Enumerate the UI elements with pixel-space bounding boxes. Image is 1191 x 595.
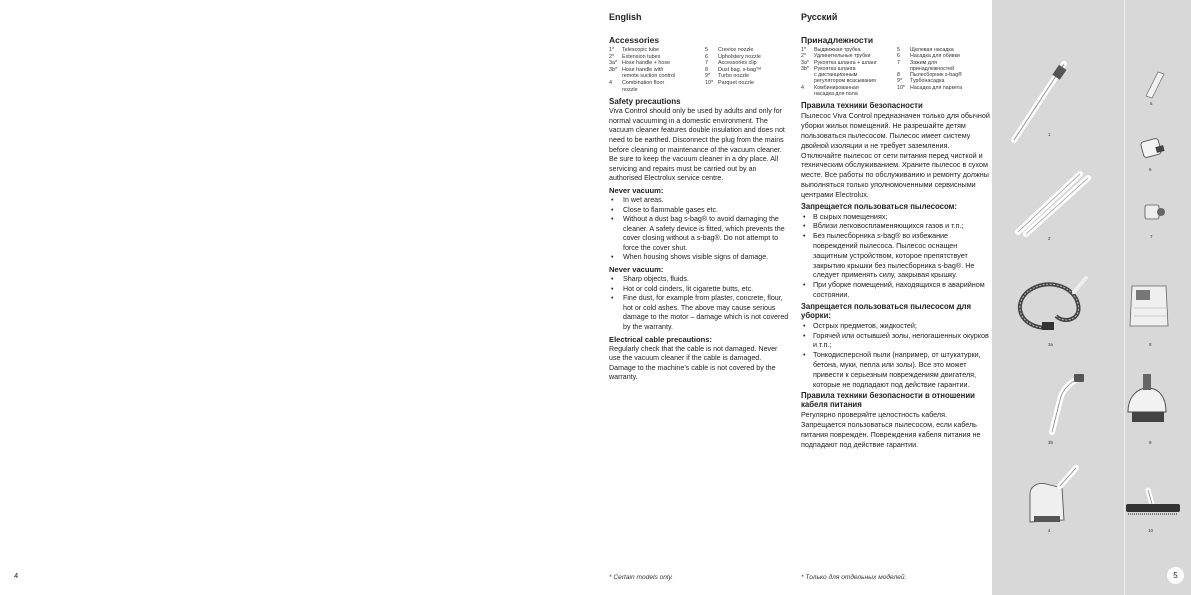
- safety-heading: Safety precautions: [609, 97, 681, 107]
- item-number: 9*: [705, 73, 711, 80]
- list-item: • Острых предметов, жидкостей;: [801, 321, 991, 331]
- item-number: 8: [705, 66, 708, 73]
- item-number: 10*: [705, 79, 714, 86]
- never-vacuum-list-1: [609, 196, 789, 263]
- item-number: 9*: [897, 78, 903, 85]
- item-number: 3b*: [609, 66, 618, 73]
- cable-heading: Electrical cable precautions:: [609, 334, 712, 344]
- item-label: Telescopic tube: [622, 47, 660, 53]
- figure-label-3a: 3a: [1048, 342, 1054, 347]
- figure-label-9: 9: [1149, 440, 1152, 445]
- item-number: 3b*: [801, 65, 809, 72]
- item-label: Удлинительные трубки: [814, 53, 871, 60]
- parquet-nozzle-illustration: [1122, 486, 1184, 520]
- item-number: 3a*: [801, 59, 809, 66]
- floor-nozzle-illustration: [1016, 462, 1086, 528]
- list-item: • Without a dust bag s-bag® to avoid damaging the cleaner. A safety device is fitted, which prevents the cover closing without a s-bag®. Do not attempt to force the cover shut.: [609, 215, 789, 253]
- accessories-left-column: [609, 47, 705, 93]
- item-number: 8: [897, 72, 900, 79]
- list-item: [609, 67, 705, 74]
- list-item: [705, 73, 791, 80]
- figure-label-7: 7: [1150, 234, 1153, 239]
- accessories-heading-ru: Принадлежности: [801, 35, 874, 45]
- item-number: 10*: [897, 84, 905, 91]
- item-label: Рукоятка шланга: [814, 65, 856, 72]
- russian-column: [801, 12, 991, 449]
- item-label: nozzle: [622, 86, 638, 93]
- figure-label-10: 10: [1148, 528, 1154, 533]
- figure-label-2: 2: [1048, 236, 1051, 241]
- never-vacuum-heading-1: Never vacuum:: [609, 185, 664, 195]
- item-label: Accessories clip: [718, 60, 757, 67]
- item-number: 1*: [801, 47, 807, 53]
- item-number: 3a*: [609, 60, 618, 67]
- item-label: Выдвижная трубка: [814, 47, 861, 53]
- item-number: 2*: [609, 53, 615, 60]
- list-item: [705, 54, 791, 61]
- list-item: • Вблизи легковоспламеняющихся газов и т.п.;: [801, 221, 991, 231]
- list-item: • Без пылесборника s-bag® во избежание повреждений пылесоса. Пылесос оснащен защитным устройством, которое препятствует закрытию крышки без пылесборника s-bag®. Не следует применять силу, закрывая крышку.: [801, 231, 991, 280]
- item-number: 1*: [609, 47, 615, 53]
- item-label: Рукоятка шланга + шланг: [814, 59, 877, 66]
- upholstery-nozzle-illustration: [1138, 134, 1168, 164]
- safety-text: Viva Control should only be used by adults and only for normal vacuuming in a domestic environment. The vacuum cleaner features double insulation and does not need to be earthed. Disconnect the plug from the mains before cleaning or maintenance of the vacuum cleaner. Be sure to keep the vacuum cleaner in a dry place. All servicing and repairs must be carried out by an authorised Electrolux service centre.: [609, 107, 785, 183]
- list-item: [705, 67, 791, 74]
- accessories-right-column: [897, 47, 991, 97]
- list-item: [609, 47, 705, 54]
- language-title-english: English: [609, 12, 642, 22]
- never-vacuum-list-2: [609, 275, 789, 333]
- list-item: [609, 60, 705, 67]
- list-item: [897, 85, 991, 91]
- forbidden-list-1: [801, 212, 991, 300]
- list-item: • Hot or cold cinders, lit cigarette butts, etc.: [609, 285, 789, 295]
- list-item: • При уборке помещений, находящихся в аварийном состоянии.: [801, 280, 991, 300]
- item-number: 5: [897, 47, 900, 53]
- item-label: Combination floor: [622, 79, 665, 86]
- item-label: Щелевая насадка: [910, 47, 954, 53]
- item-label: Комбинированная: [814, 84, 859, 91]
- hose-handle-illustration: [1040, 370, 1090, 436]
- page-number-right: 5: [1167, 567, 1184, 584]
- figure-label-3b: 3b: [1048, 440, 1054, 445]
- item-label: регулятором всасывания: [814, 78, 876, 85]
- turbo-nozzle-illustration: [1122, 372, 1172, 430]
- list-item: [801, 91, 897, 97]
- item-number: 4: [609, 79, 612, 86]
- item-label: Насадка для паркета: [910, 84, 963, 91]
- list-item: [705, 80, 791, 87]
- item-number: 7: [705, 60, 708, 67]
- page-number-left: 4: [14, 571, 19, 580]
- language-title-russian: Русский: [801, 12, 838, 22]
- item-label: Зажим для: [910, 59, 937, 66]
- cable-heading-ru: Правила техники безопасности в отношении кабеля питания: [801, 391, 975, 410]
- list-item: [609, 80, 705, 87]
- item-label: Parquet nozzle: [718, 79, 754, 86]
- accessories-left-column: [801, 47, 897, 97]
- safety-heading-ru: Правила техники безопасности: [801, 101, 923, 111]
- item-label: Upholstery nozzle: [718, 53, 761, 60]
- list-item: • Тонкодисперсной пыли (например, от штукатурки, бетона, муки, пепла или золы). Все это может привести к серьезным повреждениям двигателя, которые не подпадают под действие гарантии.: [801, 350, 991, 389]
- cable-text-ru: Регулярно проверяйте целостность кабеля. Запрещается пользоваться пылесосом, если кабель питания поврежден. Повреждения кабеля питания не подпадают под действие гарантии.: [801, 410, 981, 449]
- footnote-english: * Certain models only.: [609, 574, 674, 581]
- list-item: • Sharp objects, fluids.: [609, 275, 789, 285]
- list-item: • In wet areas.: [609, 196, 789, 206]
- list-item: • Горячей или остывшей золы, непогашенных окурков и т.п.;: [801, 331, 991, 351]
- forbidden-heading-2: Запрещается пользоваться пылесосом для уборки:: [801, 301, 972, 320]
- hose-illustration: [1008, 272, 1090, 334]
- forbidden-heading-1: Запрещается пользоваться пылесосом:: [801, 201, 958, 211]
- item-number: [609, 73, 622, 80]
- never-vacuum-heading-2: Never vacuum:: [609, 265, 664, 275]
- item-label: Extension tubes: [622, 53, 661, 60]
- english-column: [609, 12, 789, 383]
- extension-tubes-illustration: [1012, 168, 1094, 238]
- item-label: Dust bag, s-bag™: [718, 66, 762, 73]
- footnote-russian: * Только для отдельных моделей.: [801, 574, 907, 581]
- item-label: Crevice nozzle: [718, 47, 754, 53]
- item-label: Насадка для обивки: [910, 53, 960, 60]
- list-item: • В сырых помещениях;: [801, 212, 991, 222]
- item-label: насадка для пола: [814, 91, 858, 98]
- item-label: принадлежностей: [910, 65, 955, 72]
- list-item: • Close to flammable gases etc.: [609, 206, 789, 216]
- list-item: [609, 73, 705, 80]
- cable-text: Regularly check that the cable is not damaged. Never use the vacuum cleaner if the cable is damaged. Damage to the machine's cable is not covered by the warranty.: [609, 344, 778, 382]
- list-item: • Fine dust, for example from plaster, concrete, flour, hot or cold ashes. The above may cause serious damage to the motor – damage which is not covered by the warranty.: [609, 294, 789, 332]
- item-number: [801, 91, 814, 97]
- forbidden-list-2: [801, 321, 991, 390]
- telescopic-tube-illustration: [1008, 58, 1070, 146]
- list-item: [705, 47, 791, 54]
- safety-text-ru: Пылесос Viva Control предназначен только для обычной уборки жилых помещений. Не разрешайте детям пользоваться пылесосом. Пылесос имеет систему двойной изоляции и не требует заземления. Отключайте пылесос от сети питания перед чисткой и техническим обслуживанием. Храните пылесос в сухом месте. Все работы по обслуживанию и ремонту должны выполняться только уполномоченными сервисными центрами Electrolux.: [801, 111, 990, 199]
- item-number: 5: [705, 47, 708, 53]
- figure-label-1: 1: [1048, 132, 1051, 137]
- item-number: [609, 87, 622, 94]
- item-label: remote suction control: [622, 73, 676, 80]
- item-label: с дистанционным: [814, 72, 858, 79]
- accessories-clip-illustration: [1142, 200, 1168, 224]
- item-number: 6: [705, 53, 708, 60]
- item-label: Turbo nozzle: [718, 73, 749, 80]
- figure-label-8: 8: [1149, 342, 1152, 347]
- item-number: 4: [801, 84, 804, 91]
- item-label: Турбонасадка: [910, 78, 945, 85]
- accessories-list-ru: [801, 47, 991, 97]
- item-number: 7: [897, 59, 900, 66]
- accessories-right-column: [705, 47, 791, 93]
- item-label: Пылесборник s-bag®: [910, 72, 963, 79]
- item-number: 2*: [801, 53, 807, 60]
- accessories-heading: Accessories: [609, 35, 660, 45]
- list-item: • When housing shows visible signs of damage.: [609, 253, 789, 263]
- item-label: Hose handle with: [622, 66, 664, 73]
- list-item: [609, 87, 705, 94]
- figure-label-4: 4: [1048, 528, 1051, 533]
- figure-label-5: 5: [1150, 101, 1153, 106]
- dust-bag-illustration: [1126, 282, 1172, 330]
- figure-label-6: 6: [1149, 167, 1152, 172]
- accessories-list: [609, 47, 789, 93]
- list-item: [705, 60, 791, 67]
- crevice-nozzle-illustration: [1140, 68, 1168, 100]
- item-number: 6: [897, 53, 900, 60]
- item-label: Hose handle + hose: [622, 60, 671, 67]
- list-item: [609, 54, 705, 61]
